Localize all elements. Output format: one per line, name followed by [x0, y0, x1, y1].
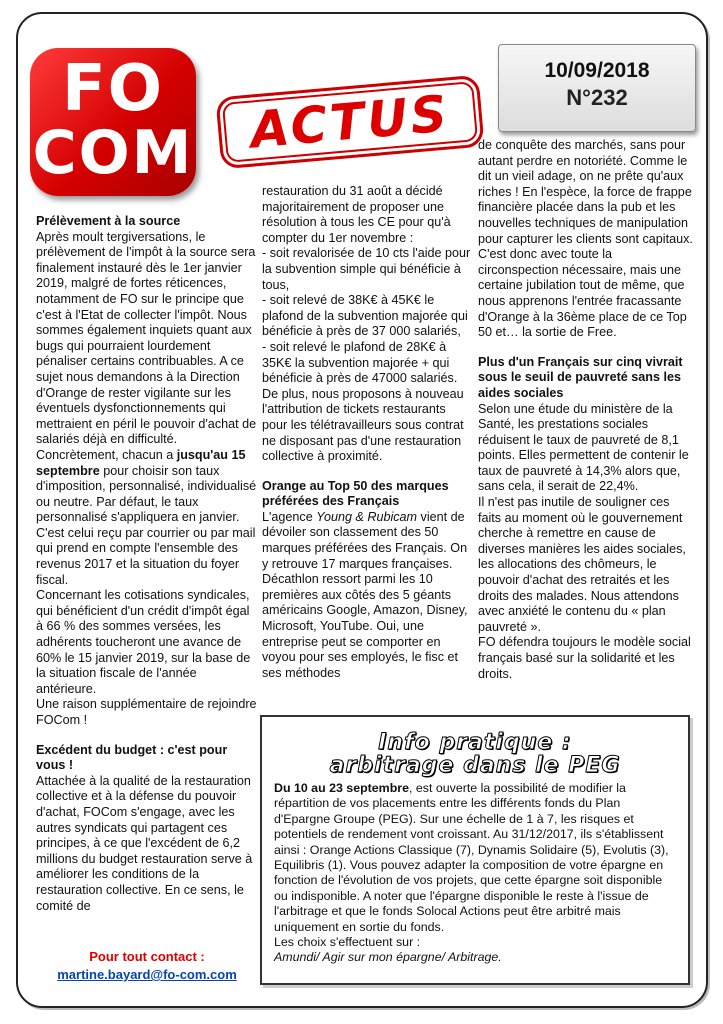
- section-title-excedent: Excédent du budget : c'est pour vous !: [36, 742, 228, 773]
- paragraph: De plus, nous proposons à nouveau l'attribution de tickets restaurants pour les télétravailleurs sous contrat ne disposant pas d'une restauration collective à proximité.: [262, 386, 464, 464]
- issue-block: [498, 44, 696, 132]
- navigation-path: Amundi/ Agir sur mon épargne/ Arbitrage.: [274, 950, 502, 965]
- column-3: [478, 138, 696, 682]
- section-title-top50: Orange au Top 50 des marques préférées des Français: [262, 478, 449, 509]
- paragraph: Concrètement, chacun a jusqu'au 15 septembre pour choisir son taux d'imposition, personnalisé, individualisé ou neutre. Par défaut, le taux personnalisé s'appliquera en janvier. C'est celui reçu par courrier ou par mail qui prend en compte l'ensemble des revenus 2017 et la situation du foyer fiscal.: [36, 447, 257, 587]
- paragraph: - soit relevé de 38K€ à 45K€ le plafond de la subvention majorée qui bénéficie à près de 37 000 salariés,: [262, 293, 468, 339]
- paragraph: de conquête des marchés, sans pour autant perdre en notoriété. Comme le dit un vieil adage, on ne prête qu'aux riches ! En l'espèce, la force de frappe financière placée dans la pub et les nouvelles techniques de manipulation pour capturer les clients sont capitaux.: [478, 138, 693, 246]
- logo-line-2: COM: [32, 118, 194, 188]
- paragraph: C'est donc avec toute la circonspection nécessaire, mais une certaine jubilation tout de même, que nous apprenons l'entrée fracassante d'Orange à la 36ème place de ce Top 50 et… la sortie de Free.: [478, 247, 687, 340]
- info-box-text: [274, 781, 674, 966]
- fo-com-logo: [30, 48, 196, 196]
- contact-label: Pour tout contact :: [89, 949, 205, 964]
- paragraph: L'agence Young & Rubicam vient de dévoiler son classement des 50 marques préférées des Français. On y retrouve 17 marques françaises. Décathlon ressort parmi les 10 premières aux côtés des 5 géants américains Google, Amazon, Disney, Microsoft, YouTube. Oui, une entreprise peut se comporter en voyou pour ses employés, le fisc et ses méthodes: [262, 509, 468, 680]
- paragraph: Selon une étude du ministère de la Santé, les prestations sociales réduisent le taux de pauvreté de 8,1 points. Elles permettent de contenir le taux de pauvreté à 14,3% alors que, sans cela, il serait de 22,4%.: [478, 401, 689, 494]
- paragraph: FO défendra toujours le modèle social français basé sur la solidarité et les droits.: [478, 635, 691, 681]
- logo-line-1: FO: [61, 52, 165, 126]
- info-box-title: Info pratique : arbitrage dans le PEG: [329, 730, 621, 778]
- paragraph: Une raison supplémentaire de rejoindre FOCom !: [36, 697, 257, 727]
- column-2: [262, 184, 474, 681]
- contact-email-link[interactable]: martine.bayard@fo-com.com: [57, 967, 237, 982]
- paragraph: Concernant les cotisations syndicales, qui bénéficient d'un crédit d'impôt égal à 66 % des sommes versées, les adhérents toucheront une avance de 60% le 15 janvier 2019, sur la base de la situation fiscale de l'année antérieure.: [36, 588, 251, 696]
- paragraph: Du 10 au 23 septembre, est ouverte la possibilité de modifier la répartition de vos placements entre les différents fonds du Plan d'Epargne Groupe (PEG). Sur une échelle de 1 à 7, les risques et potentiels de rendement vont croissant. Au 31/12/2017, ils s'établissent ainsi : Orange Actions Classique (7), Dynamis Solidaire (5), Evolutis (3), Equilibris (1). Vous pouvez adapter la composition de votre épargne en fonction de l'évolution de vos projets, que cette épargne soit disponible ou indisponible. A noter que l'épargne disponible le reste à l'issue de l'arbitrage et que le fonds Solocal Actions peut être arbitré mais uniquement en sortie du fonds.: [274, 781, 669, 934]
- section-title-pauvrete: Plus d'un Français sur cinq vivrait sous le seuil de pauvreté sans les aides sociales: [478, 354, 683, 400]
- issue-date: 10/09/2018: [544, 59, 650, 82]
- paragraph: Attachée à la qualité de la restauration collective et à la défense du pouvoir d'achat, FOCom s'engage, avec les autres syndicats qui partagent ces principes, à ce que l'excédent de 6,2 millions du budget restauration serve à améliorer les conditions de la restauration collective. En ce sens, le comité de: [36, 773, 253, 913]
- paragraph: Après moult tergiversations, le prélèvement de l'impôt à la source sera finalement instauré dès le 1er janvier 2019, malgré de fortes réticences, notamment de FO sur le principe que c'est à l'Etat de collecter l'impôt. Nous sommes également inquiets quant aux bugs qui pourraient lourdement pénaliser certains contribuables. A ce sujet nous demandons à la Direction d'Orange de rester vigilante sur les éventuels dysfonctionnements qui mettraient en péril le pouvoir d'achat de salariés déjà en difficulté.: [36, 229, 257, 447]
- paragraph: Il n'est pas inutile de souligner ces faits au moment où le gouvernement cherche à remettre en cause de diverses manières les aides sociales, les allocations des chômeurs, le pouvoir d'achat des retraités et les droits des malades. Nous attendons avec anxiété le contenu du « plan pauvreté ».: [478, 495, 686, 634]
- paragraph: Les choix s'effectuent sur :: [274, 935, 421, 950]
- agency-name: Young & Rubicam: [316, 509, 418, 524]
- paragraph: [274, 950, 674, 965]
- paragraph: - soit relevé le plafond de 28K€ à 35K€ la subvention majorée + qui bénéficie à près de 47000 salariés.: [262, 339, 458, 386]
- deadline-highlight: jusqu'au 15 septembre: [36, 447, 246, 478]
- section-title-prelevement: Prélèvement à la source: [36, 214, 181, 228]
- issue-number: N°232: [566, 85, 628, 110]
- paragraph: restauration du 31 août a décidé majoritairement de proposer une résolution à tous les CE pour qu'à compter du 1er novembre :: [262, 184, 451, 245]
- info-pratique-box: [260, 715, 690, 985]
- actus-banner-text: ACTUS: [248, 84, 452, 160]
- column-1: [36, 214, 258, 914]
- paragraph: - soit revalorisée de 10 cts l'aide pour la subvention simple qui bénéficie à tous,: [262, 246, 471, 292]
- contact-block: [38, 948, 256, 984]
- period-highlight: Du 10 au 23 septembre: [274, 781, 409, 795]
